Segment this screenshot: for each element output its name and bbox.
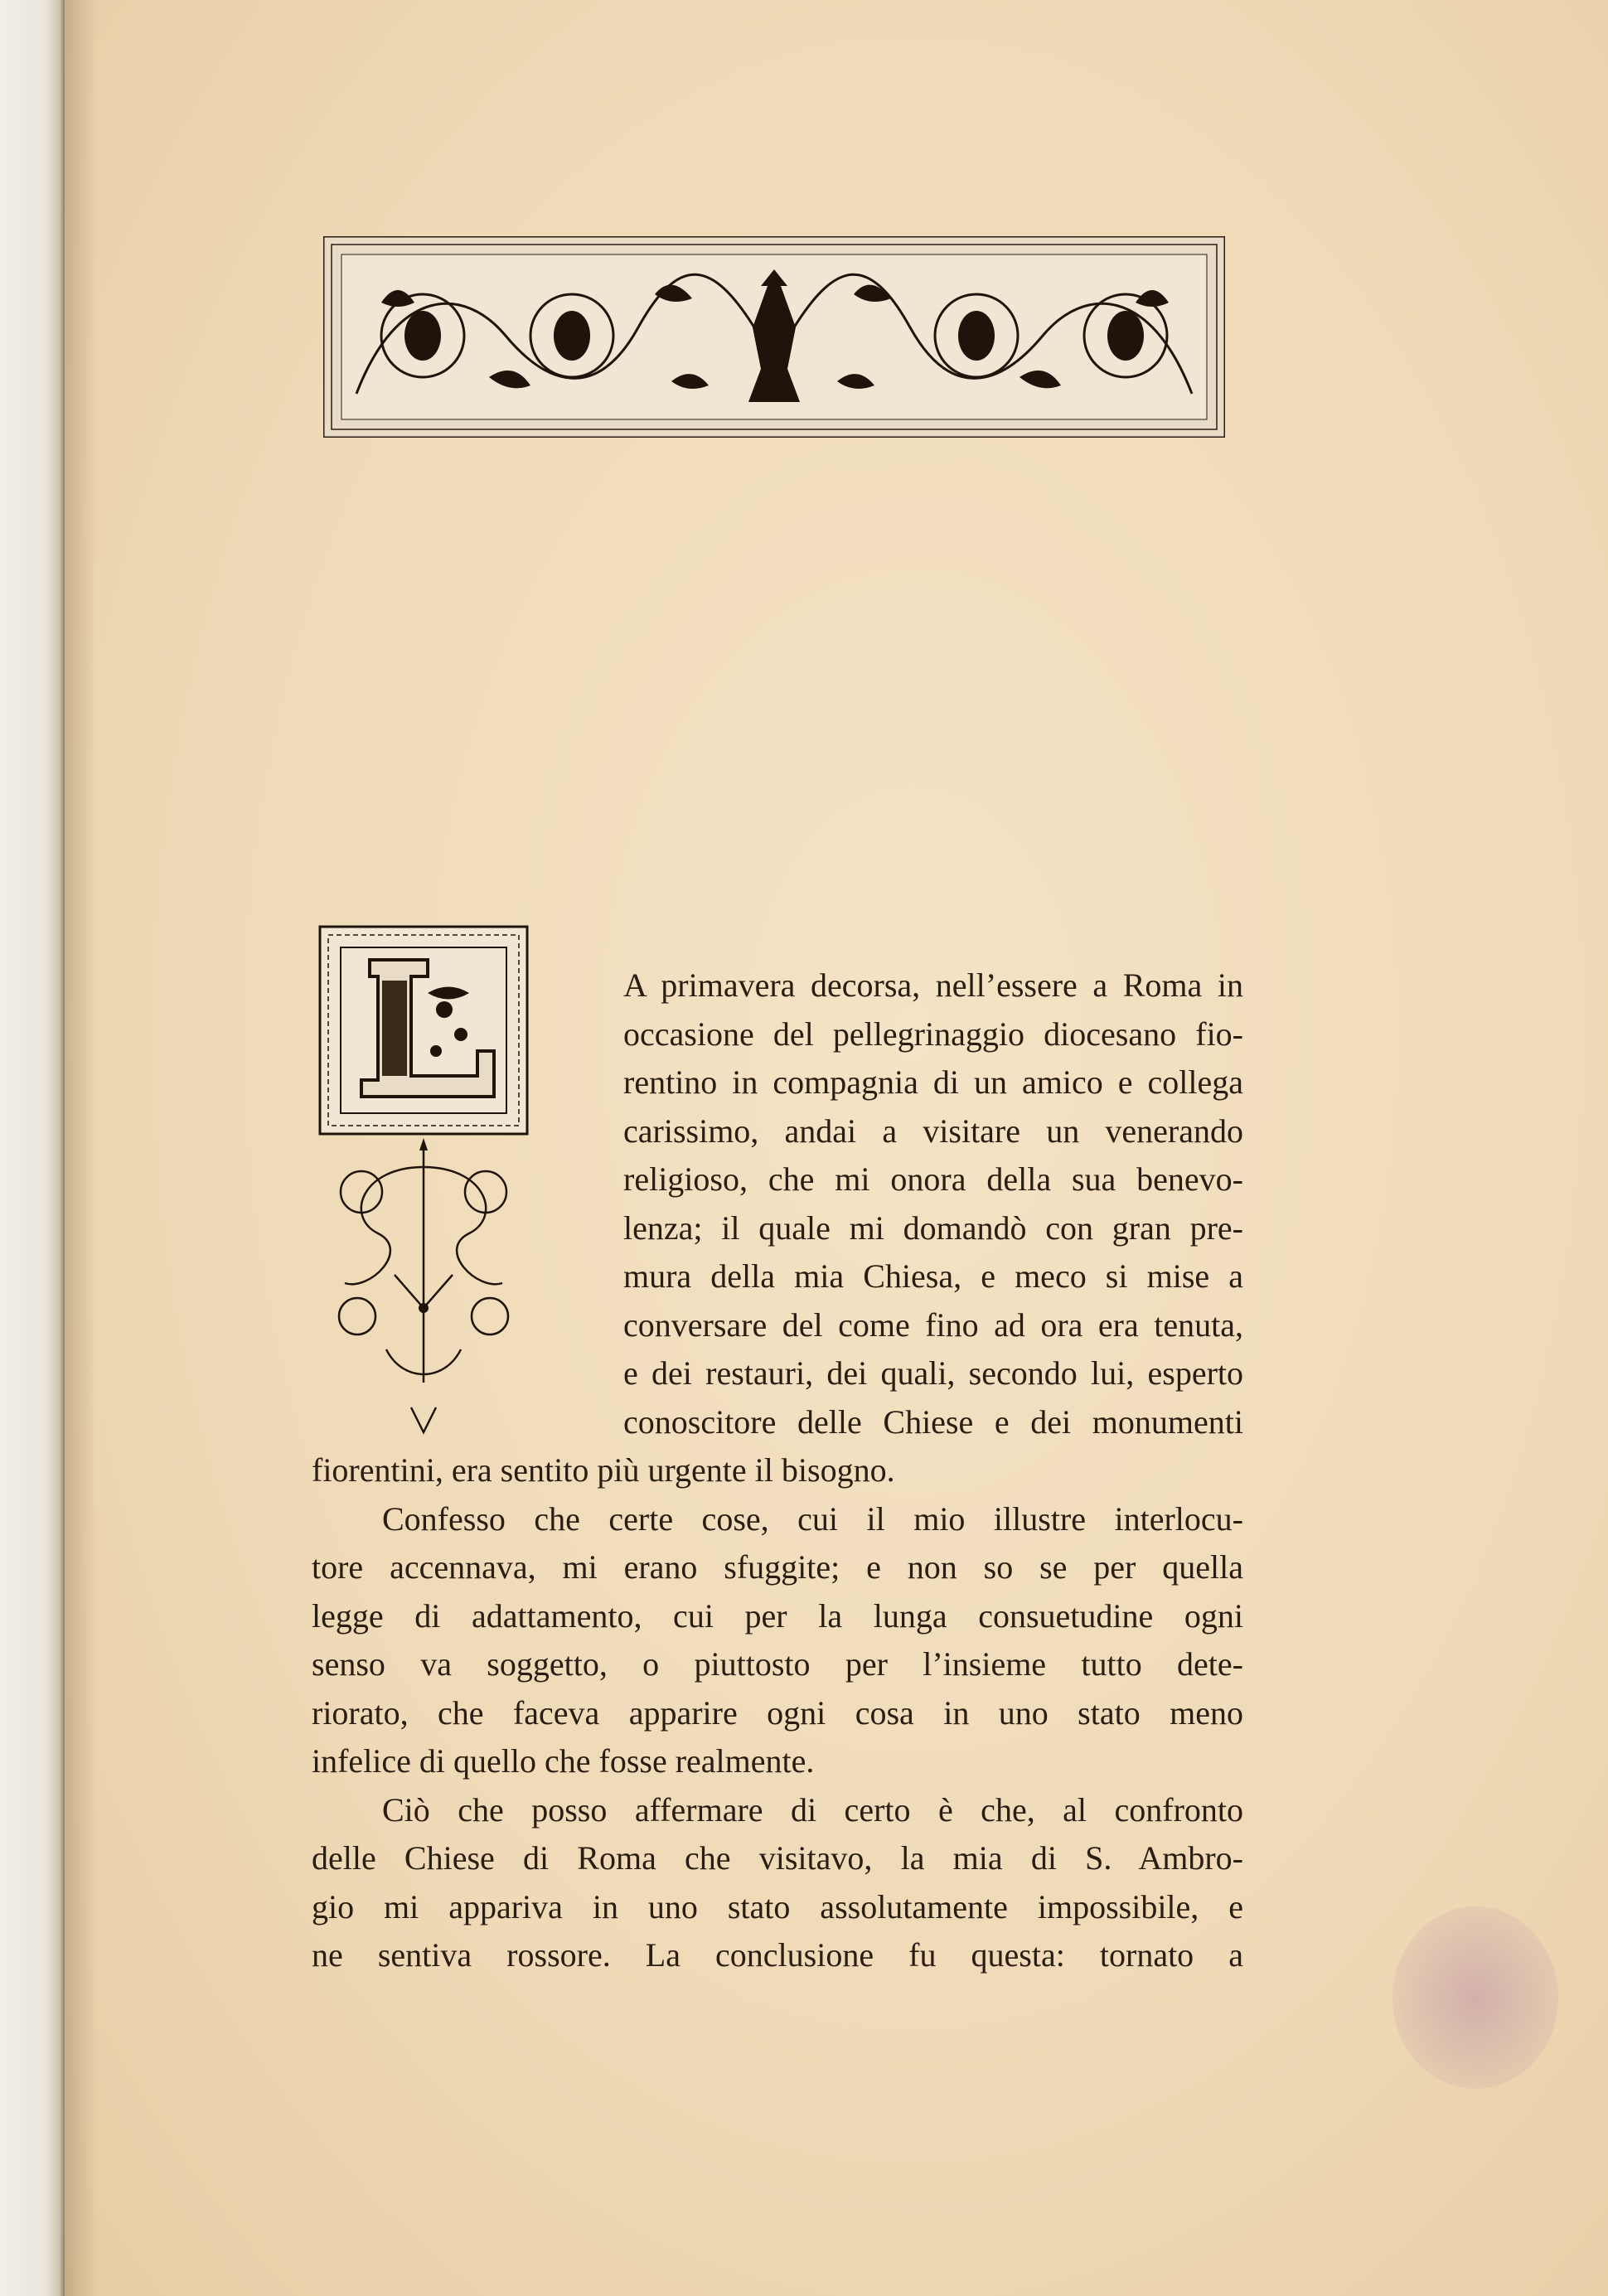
text-line: ne sentiva rossore. La conclusione fu questa: tornato a xyxy=(312,1936,1243,1974)
ink-stain xyxy=(1392,1906,1558,2089)
text-line: occasione del pellegrinaggio diocesano fio- xyxy=(623,1015,1243,1053)
text-line: rentino in compagnia di un amico e collega xyxy=(623,1063,1243,1101)
text-line: A primavera decorsa, nell’essere a Roma in xyxy=(623,966,1243,1004)
text-line: fiorentini, era sentito più urgente il bisogno. xyxy=(312,1451,895,1489)
text-line: conversare del come fino ad ora era tenuta, xyxy=(623,1305,1243,1344)
text-line: gio mi appariva in uno stato assolutamente impossibile, e xyxy=(312,1887,1243,1925)
text-line: mura della mia Chiesa, e meco si mise a xyxy=(623,1257,1243,1295)
text-line: infelice di quello che fosse realmente. xyxy=(312,1742,815,1780)
text-line: legge di adattamento, cui per la lunga consuetudine ogni xyxy=(312,1596,1243,1635)
text-line: religioso, che mi onora della sua benevo- xyxy=(623,1160,1243,1198)
text-line: delle Chiese di Roma che visitavo, la mia di S. Ambro- xyxy=(312,1839,1243,1877)
text-line: senso va soggetto, o piuttosto per l’insieme tutto dete- xyxy=(312,1645,1243,1683)
paragraph xyxy=(312,1495,1243,1786)
text-line: riorato, che faceva apparire ogni cosa in uno stato meno xyxy=(312,1693,1243,1732)
text-line: Ciò che posso affermare di certo è che, al confronto xyxy=(382,1790,1243,1829)
ornamental-headpiece xyxy=(323,236,1225,438)
text-line: e dei restauri, dei quali, secondo lui, esperto xyxy=(623,1354,1243,1392)
text-line: carissimo, andai a visitare un venerando xyxy=(623,1112,1243,1150)
paragraph xyxy=(312,962,1243,1495)
text-line: conoscitore delle Chiese e dei monumenti xyxy=(623,1402,1243,1441)
paragraph xyxy=(312,1786,1243,1980)
text-line: Confesso che certe cose, cui il mio illustre interlocu- xyxy=(382,1499,1243,1538)
text-line: lenza; il quale mi domandò con gran pre- xyxy=(623,1209,1243,1247)
gutter-shadow xyxy=(65,0,98,2296)
book-gutter xyxy=(0,0,65,2296)
text-line: tore accennava, mi erano sfuggite; e non so se per quella xyxy=(312,1548,1243,1586)
body-text xyxy=(312,962,1243,1980)
